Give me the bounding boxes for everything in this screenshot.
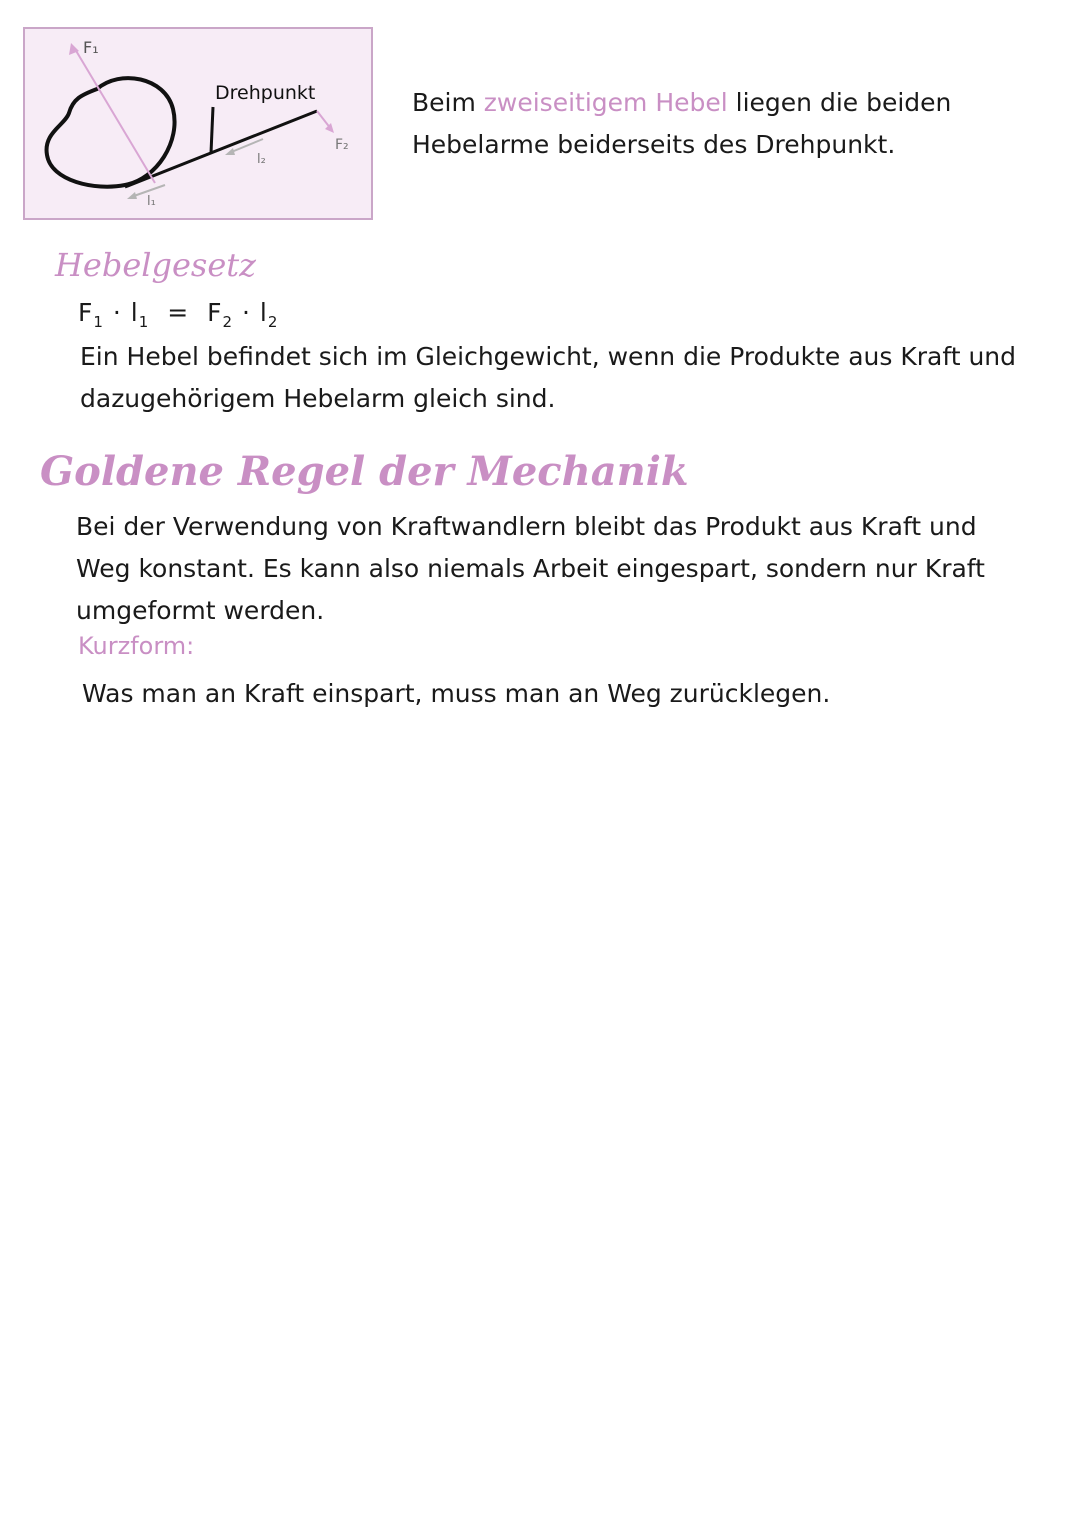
intro-suffix: liegen die beiden Hebelarme beiderseits des Drehpunkt. xyxy=(412,88,952,159)
kurzform-label: Kurzform: xyxy=(78,632,195,660)
heading-hebelgesetz: Hebelgesetz xyxy=(55,246,256,284)
force-f1-arrow xyxy=(75,49,155,183)
f1-label: F₁ xyxy=(83,38,99,57)
lever-bar xyxy=(125,111,317,187)
formula-f2-index: 2 xyxy=(222,313,233,331)
heading-goldene-regel: Goldene Regel der Mechanik xyxy=(40,448,689,495)
pivot-marker xyxy=(211,107,213,153)
lever-diagram-svg xyxy=(25,29,375,222)
formula-f2: F xyxy=(207,298,223,327)
kurzform-text: Was man an Kraft einspart, muss man an Weg zurücklegen. xyxy=(82,679,831,708)
formula-equals: = xyxy=(167,298,190,327)
formula-l2: l xyxy=(259,298,268,327)
formula-l2-index: 2 xyxy=(267,313,279,331)
formula-f1-index: 1 xyxy=(93,313,104,331)
l1-label: l₁ xyxy=(147,194,156,209)
intro-text xyxy=(412,82,1052,166)
l2-arrowhead xyxy=(225,148,235,155)
goldene-regel-text: Bei der Verwendung von Kraftwandlern bleibt das Produkt aus Kraft und Weg konstant. Es kann also niemals Arbeit eingespart, sondern nur Kraft umgeformt werden. xyxy=(76,512,985,625)
formula-dot-2: · xyxy=(241,298,251,327)
l1-arrowhead xyxy=(127,192,137,199)
l2-label: l₂ xyxy=(257,152,266,167)
intro-prefix: Beim xyxy=(412,88,484,117)
intro-highlight: zweiseitigem Hebel xyxy=(483,88,728,117)
load-object xyxy=(47,78,175,187)
lever-formula xyxy=(78,298,278,331)
formula-dot-1: · xyxy=(112,298,122,327)
hebelgesetz-text: Ein Hebel befindet sich im Gleichgewicht, wenn die Produkte aus Kraft und dazugehörigem Hebelarm gleich sind. xyxy=(80,342,1016,413)
formula-f1: F xyxy=(78,298,94,327)
lever-diagram xyxy=(23,27,373,220)
formula-l1: l xyxy=(130,298,139,327)
pivot-label: Drehpunkt xyxy=(215,82,316,104)
formula-l1-index: 1 xyxy=(138,313,150,331)
f2-label: F₂ xyxy=(335,137,349,153)
l2-arrow xyxy=(229,139,263,153)
